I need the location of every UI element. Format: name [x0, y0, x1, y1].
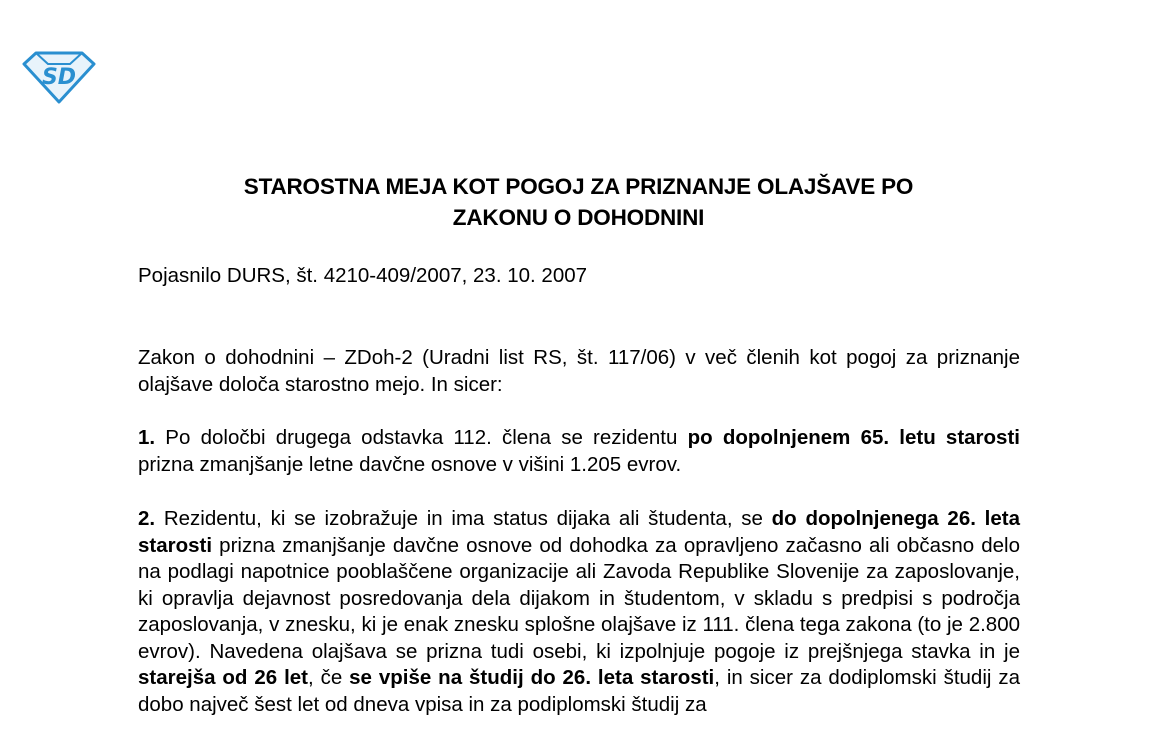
item-emphasis: starejša od 26 let [138, 666, 308, 689]
item-emphasis: se vpiše na študij do 26. leta starosti [349, 666, 715, 689]
list-item-2 [138, 506, 1020, 718]
item-text: , če [308, 666, 350, 689]
intro-paragraph: Zakon o dohodnini – ZDoh-2 (Uradni list RS, št. 117/06) v več členih kot pogoj za priznanje olajšave določa starostno mejo. In sicer: [138, 346, 1020, 396]
list-item-1 [138, 425, 1020, 478]
logo-letters: SD [41, 65, 77, 90]
item-text: Rezidentu, ki se izobražuje in ima status dijaka ali študenta, se [155, 507, 772, 530]
item-text: prizna zmanjšanje letne davčne osnove v višini 1.205 evrov. [138, 452, 682, 476]
item-text: , in sicer za dodiplomski študij za dobo največ šest let od dneva vpisa in za podiplomski študij za [138, 666, 1020, 716]
item-emphasis: do dopolnjenega 26. leta starosti [138, 507, 1020, 557]
company-logo [22, 50, 96, 104]
shield-logo-icon [22, 50, 96, 104]
item-emphasis: po dopolnjenem 65. letu starosti [687, 426, 1020, 449]
item-number: 1. [138, 426, 156, 449]
source-reference: Pojasnilo DURS, št. 4210-409/2007, 23. 10. 2007 [138, 264, 588, 287]
item-number: 2. [138, 507, 156, 530]
item-text: prizna zmanjšanje davčne osnove od dohodka za opravljeno začasno ali občasno delo na podlagi napotnice pooblaščene organizacije ali Zavoda Republike Slovenije za zaposlovanje, ki opravlja dejavnost posredovanja dela dijakom in študentom, v skladu s predpisi s področja zaposlovanja, v znesku, ki je enak znesku splošne olajšave iz 111. člena tega zakona (to je 2.800 evrov). Navedena olajšava se prizna tudi osebi, ki izpolnjuje pogoje iz prejšnjega stavka in je [138, 533, 1020, 663]
item-text: Po določbi drugega odstavka 112. člena se rezidentu [155, 426, 688, 449]
document-title-line-2: ZAKONU O DOHODNINI [452, 205, 705, 230]
document-title-line-1: STAROSTNA MEJA KOT POGOJ ZA PRIZNANJE OLAJŠAVE PO [243, 174, 914, 199]
